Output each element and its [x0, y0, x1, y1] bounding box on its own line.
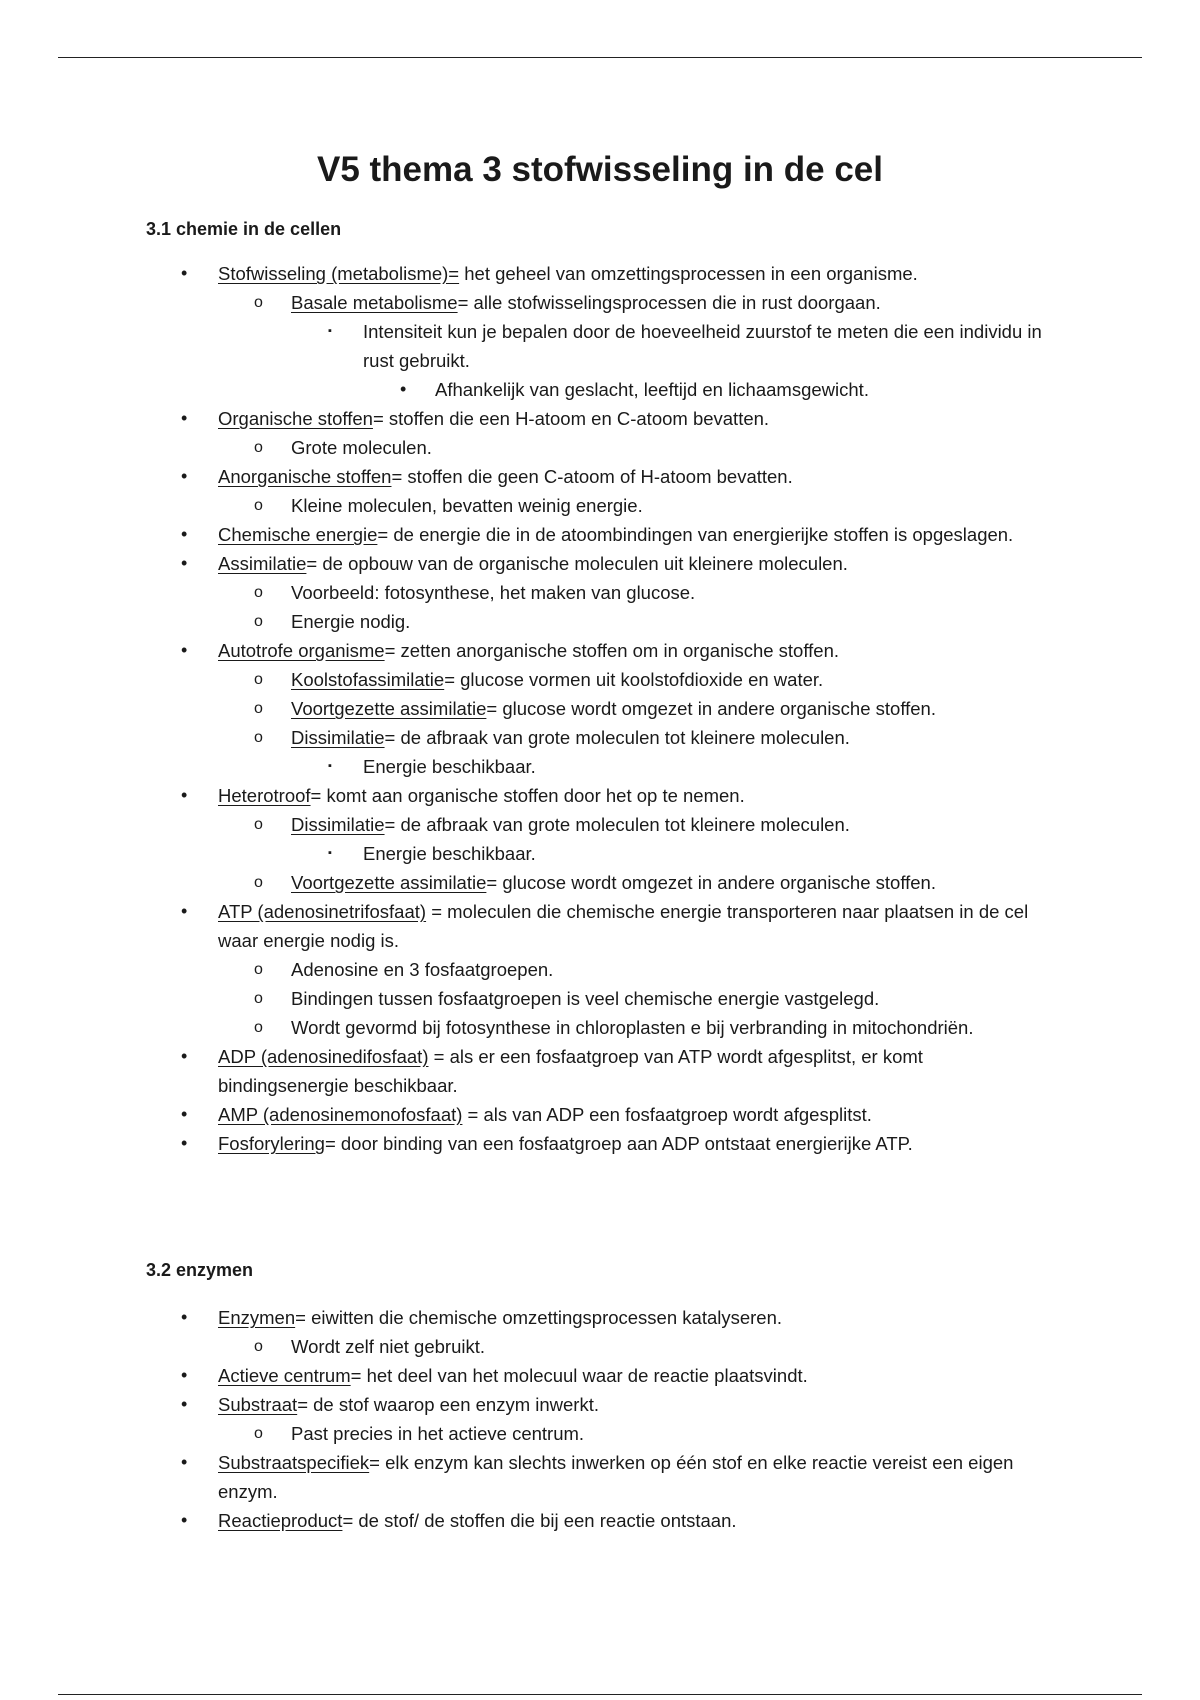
- bullet-icon: •: [181, 1307, 188, 1327]
- bullet-icon: •: [181, 1365, 188, 1385]
- bullet-icon: •: [181, 1452, 188, 1472]
- list-item: o Dissimilatie= de afbraak van grote moleculen tot kleinere moleculen.: [0, 810, 1200, 839]
- list-item: • Reactieproduct= de stof/ de stoffen die bij een reactie ontstaan.: [0, 1506, 1200, 1535]
- list-item: • Anorganische stoffen= stoffen die geen C-atoom of H-atoom bevatten.: [0, 462, 1200, 491]
- list-item: • Substraat= de stof waarop een enzym inwerkt.: [0, 1390, 1200, 1419]
- circle-bullet-icon: o: [254, 816, 263, 833]
- bullet-icon: •: [400, 379, 407, 399]
- circle-bullet-icon: o: [254, 1338, 263, 1355]
- list-item: • Heterotroof= komt aan organische stoffen door het op te nemen.: [0, 781, 1200, 810]
- list-item: o Adenosine en 3 fosfaatgroepen.: [0, 955, 1200, 984]
- list-item: o Past precies in het actieve centrum.: [0, 1419, 1200, 1448]
- circle-bullet-icon: o: [254, 874, 263, 891]
- square-bullet-icon: ▪: [328, 760, 332, 772]
- bullet-icon: •: [181, 1046, 188, 1066]
- circle-bullet-icon: o: [254, 990, 263, 1007]
- list-item: ▪ Energie beschikbaar.: [0, 839, 1200, 868]
- bullet-icon: •: [181, 1394, 188, 1414]
- list-item: o Basale metabolisme= alle stofwisselingsprocessen die in rust doorgaan.: [0, 288, 1200, 317]
- list-item: o Voortgezette assimilatie= glucose wordt omgezet in andere organische stoffen.: [0, 868, 1200, 897]
- section-3-1-list: [0, 259, 1200, 1158]
- section-3-2-list: [0, 1303, 1200, 1535]
- section-heading-3-2: 3.2 enzymen: [146, 1260, 254, 1280]
- list-item: • ADP (adenosinedifosfaat) = als er een fosfaatgroep van ATP wordt afgesplitst, er komt bindingsenergie beschikbaar.: [0, 1042, 1200, 1100]
- bullet-icon: •: [181, 263, 188, 283]
- circle-bullet-icon: o: [254, 1425, 263, 1442]
- circle-bullet-icon: o: [254, 439, 263, 456]
- section-heading-3-1: 3.1 chemie in de cellen: [146, 219, 342, 239]
- bullet-icon: •: [181, 408, 188, 428]
- bullet-icon: •: [181, 553, 188, 573]
- bullet-icon: •: [181, 466, 188, 486]
- list-item: • Assimilatie= de opbouw van de organische moleculen uit kleinere moleculen.: [0, 549, 1200, 578]
- list-item: • Chemische energie= de energie die in de atoombindingen van energierijke stoffen is opgeslagen.: [0, 520, 1200, 549]
- circle-bullet-icon: o: [254, 700, 263, 717]
- list-item: o Koolstofassimilatie= glucose vormen uit koolstofdioxide en water.: [0, 665, 1200, 694]
- list-item: • Enzymen= eiwitten die chemische omzettingsprocessen katalyseren.: [0, 1303, 1200, 1332]
- square-bullet-icon: ▪: [328, 325, 332, 337]
- list-item: o Wordt zelf niet gebruikt.: [0, 1332, 1200, 1361]
- bullet-icon: •: [181, 1133, 188, 1153]
- footer-rule: [58, 1694, 1142, 1695]
- list-item: ▪ Intensiteit kun je bepalen door de hoeveelheid zuurstof te meten die een individu in rust gebruikt.: [0, 317, 1200, 375]
- list-item: • AMP (adenosinemonofosfaat) = als van ADP een fosfaatgroep wordt afgesplitst.: [0, 1100, 1200, 1129]
- list-item: o Voorbeeld: fotosynthese, het maken van glucose.: [0, 578, 1200, 607]
- circle-bullet-icon: o: [254, 613, 263, 630]
- list-item: o Bindingen tussen fosfaatgroepen is veel chemische energie vastgelegd.: [0, 984, 1200, 1013]
- bullet-icon: •: [181, 640, 188, 660]
- bullet-icon: •: [181, 524, 188, 544]
- circle-bullet-icon: o: [254, 584, 263, 601]
- circle-bullet-icon: o: [254, 1019, 263, 1036]
- list-item: o Kleine moleculen, bevatten weinig energie.: [0, 491, 1200, 520]
- bullet-icon: •: [181, 1510, 188, 1530]
- bullet-icon: •: [181, 901, 188, 921]
- list-item: o Dissimilatie= de afbraak van grote moleculen tot kleinere moleculen.: [0, 723, 1200, 752]
- square-bullet-icon: ▪: [328, 847, 332, 859]
- list-item: • Afhankelijk van geslacht, leeftijd en lichaamsgewicht.: [0, 375, 1200, 404]
- circle-bullet-icon: o: [254, 729, 263, 746]
- list-item: ▪ Energie beschikbaar.: [0, 752, 1200, 781]
- list-item: o Wordt gevormd bij fotosynthese in chloroplasten e bij verbranding in mitochondriën.: [0, 1013, 1200, 1042]
- circle-bullet-icon: o: [254, 961, 263, 978]
- list-item: o Voortgezette assimilatie= glucose wordt omgezet in andere organische stoffen.: [0, 694, 1200, 723]
- bullet-icon: •: [181, 1104, 188, 1124]
- circle-bullet-icon: o: [254, 294, 263, 311]
- page-title: V5 thema 3 stofwisseling in de cel: [316, 150, 883, 189]
- list-item: • Substraatspecifiek= elk enzym kan slechts inwerken op één stof en elke reactie vereist een eigen enzym.: [0, 1448, 1200, 1506]
- list-item: • Organische stoffen= stoffen die een H-atoom en C-atoom bevatten.: [0, 404, 1200, 433]
- header-rule: [58, 57, 1142, 58]
- list-item: • Fosforylering= door binding van een fosfaatgroep aan ADP ontstaat energierijke ATP.: [0, 1129, 1200, 1158]
- list-item: • Stofwisseling (metabolisme)= het geheel van omzettingsprocessen in een organisme.: [0, 259, 1200, 288]
- list-item: o Energie nodig.: [0, 607, 1200, 636]
- circle-bullet-icon: o: [254, 671, 263, 688]
- list-item: • Autotrofe organisme= zetten anorganische stoffen om in organische stoffen.: [0, 636, 1200, 665]
- circle-bullet-icon: o: [254, 497, 263, 514]
- list-item: • ATP (adenosinetrifosfaat) = moleculen die chemische energie transporteren naar plaatsen in de cel waar energie nodig is.: [0, 897, 1200, 955]
- list-item: o Grote moleculen.: [0, 433, 1200, 462]
- bullet-icon: •: [181, 785, 188, 805]
- list-item: • Actieve centrum= het deel van het molecuul waar de reactie plaatsvindt.: [0, 1361, 1200, 1390]
